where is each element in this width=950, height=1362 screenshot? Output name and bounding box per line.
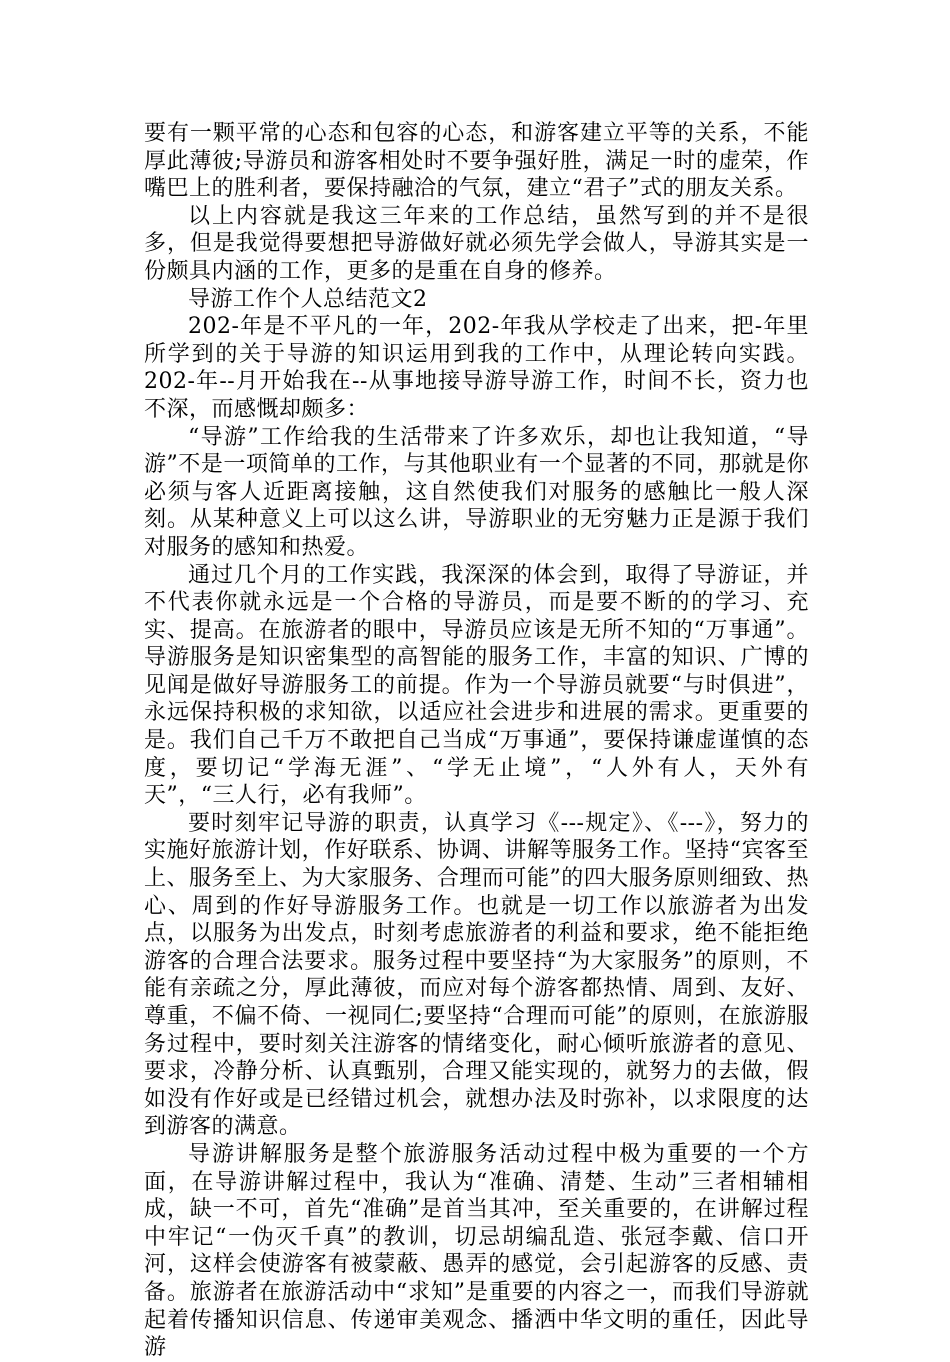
paragraph-intro: 202-年是不平凡的一年，202-年我从学校走了出来，把-年里所学到的关于导游的知识运用到我的工作中，从理论转向实践。202-年--月开始我在--从事地接导游导游工作，时间不长，资力也不深，而感慨却颇多：	[144, 314, 809, 422]
paragraph-summary: 以上内容就是我这三年来的工作总结，虽然写到的并不是很多，但是我觉得要想把导游做好就必须先学会做人，导游其实是一份颇具内涵的工作，更多的是重在自身的修养。	[144, 203, 809, 284]
paragraph-learning: 通过几个月的工作实践，我深深的体会到，取得了导游证，并不代表你就永远是一个合格的导游员，而是要不断的的学习、充实、提高。在旅游者的眼中，导游员应该是无所不知的“万事通”。导游服务是知识密集型的高智能的服务工作，丰富的知识、广博的见闻是做好导游服务工的前提。作为一个导游员就要“与时俱进”，永远保持积极的求知欲，以适应社会进步和进展的需求。更重要的是。我们自己千万不敢把自己当成“万事通”，要保持谦虚谨慎的态度，要切记“学海无涯”、“学无止境”，“人外有人，天外有天”，“三人行，必有我师”。	[144, 562, 809, 809]
document-body	[144, 120, 809, 1362]
paragraph-explanation: 导游讲解服务是整个旅游服务活动过程中极为重要的一个方面，在导游讲解过程中，我认为“准确、清楚、生动”三者相辅相成，缺一不可，首先“准确”是首当其冲，至关重要的，在讲解过程中牢记“一伪灭千真”的教训，切忌胡编乱造、张冠李戴、信口开河，这样会使游客有被蒙蔽、愚弄的感觉，会引起游客的反感、责备。旅游者在旅游活动中“求知”是重要的内容之一，而我们导游就起着传播知识信息、传递审美观念、播洒中华文明的重任，因此导游	[144, 1141, 809, 1361]
section-title: 导游工作个人总结范文2	[188, 286, 428, 312]
paragraph-duties: 要时刻牢记导游的职责，认真学习《---规定》、《---》，努力的实施好旅游计划，作好联系、协调、讲解等服务工作。坚持“宾客至上、服务至上、为大家服务、合理而可能”的四大服务原则细致、热心、周到的作好导游服务工作。也就是一切工作以旅游者为出发点，以服务为出发点，时刻考虑旅游者的利益和要求，绝不能拒绝游客的合理合法要求。服务过程中要坚持“为大家服务”的原则，不能有亲疏之分，厚此薄彼，而应对每个游客都热情、周到、友好、尊重，不偏不倚、一视同仁;要坚持“合理而可能”的原则，在旅游服务过程中，要时刻关注游客的情绪变化，耐心倾听旅游者的意见、要求，冷静分析、认真甄别，合理又能实现的，就努力的去做，假如没有作好或是已经错过机会，就想办法及时弥补，以求限度的达到游客的满意。	[144, 810, 809, 1140]
paragraph-continuation: 要有一颗平常的心态和包容的心态，和游客建立平等的关系，不能厚此薄彼;导游员和游客相处时不要争强好胜，满足一时的虚荣，作嘴巴上的胜利者，要保持融洽的气氛，建立“君子”式的朋友关系。	[144, 121, 809, 202]
paragraph-experience: “导游”工作给我的生活带来了许多欢乐，却也让我知道，“导游”不是一项简单的工作，与其他职业有一个显著的不同，那就是你必须与客人近距离接触，这自然使我们对服务的感触比一般人深刻。从某种意义上可以这么讲，导游职业的无穷魅力正是源于我们对服务的感知和热爱。	[144, 424, 809, 560]
